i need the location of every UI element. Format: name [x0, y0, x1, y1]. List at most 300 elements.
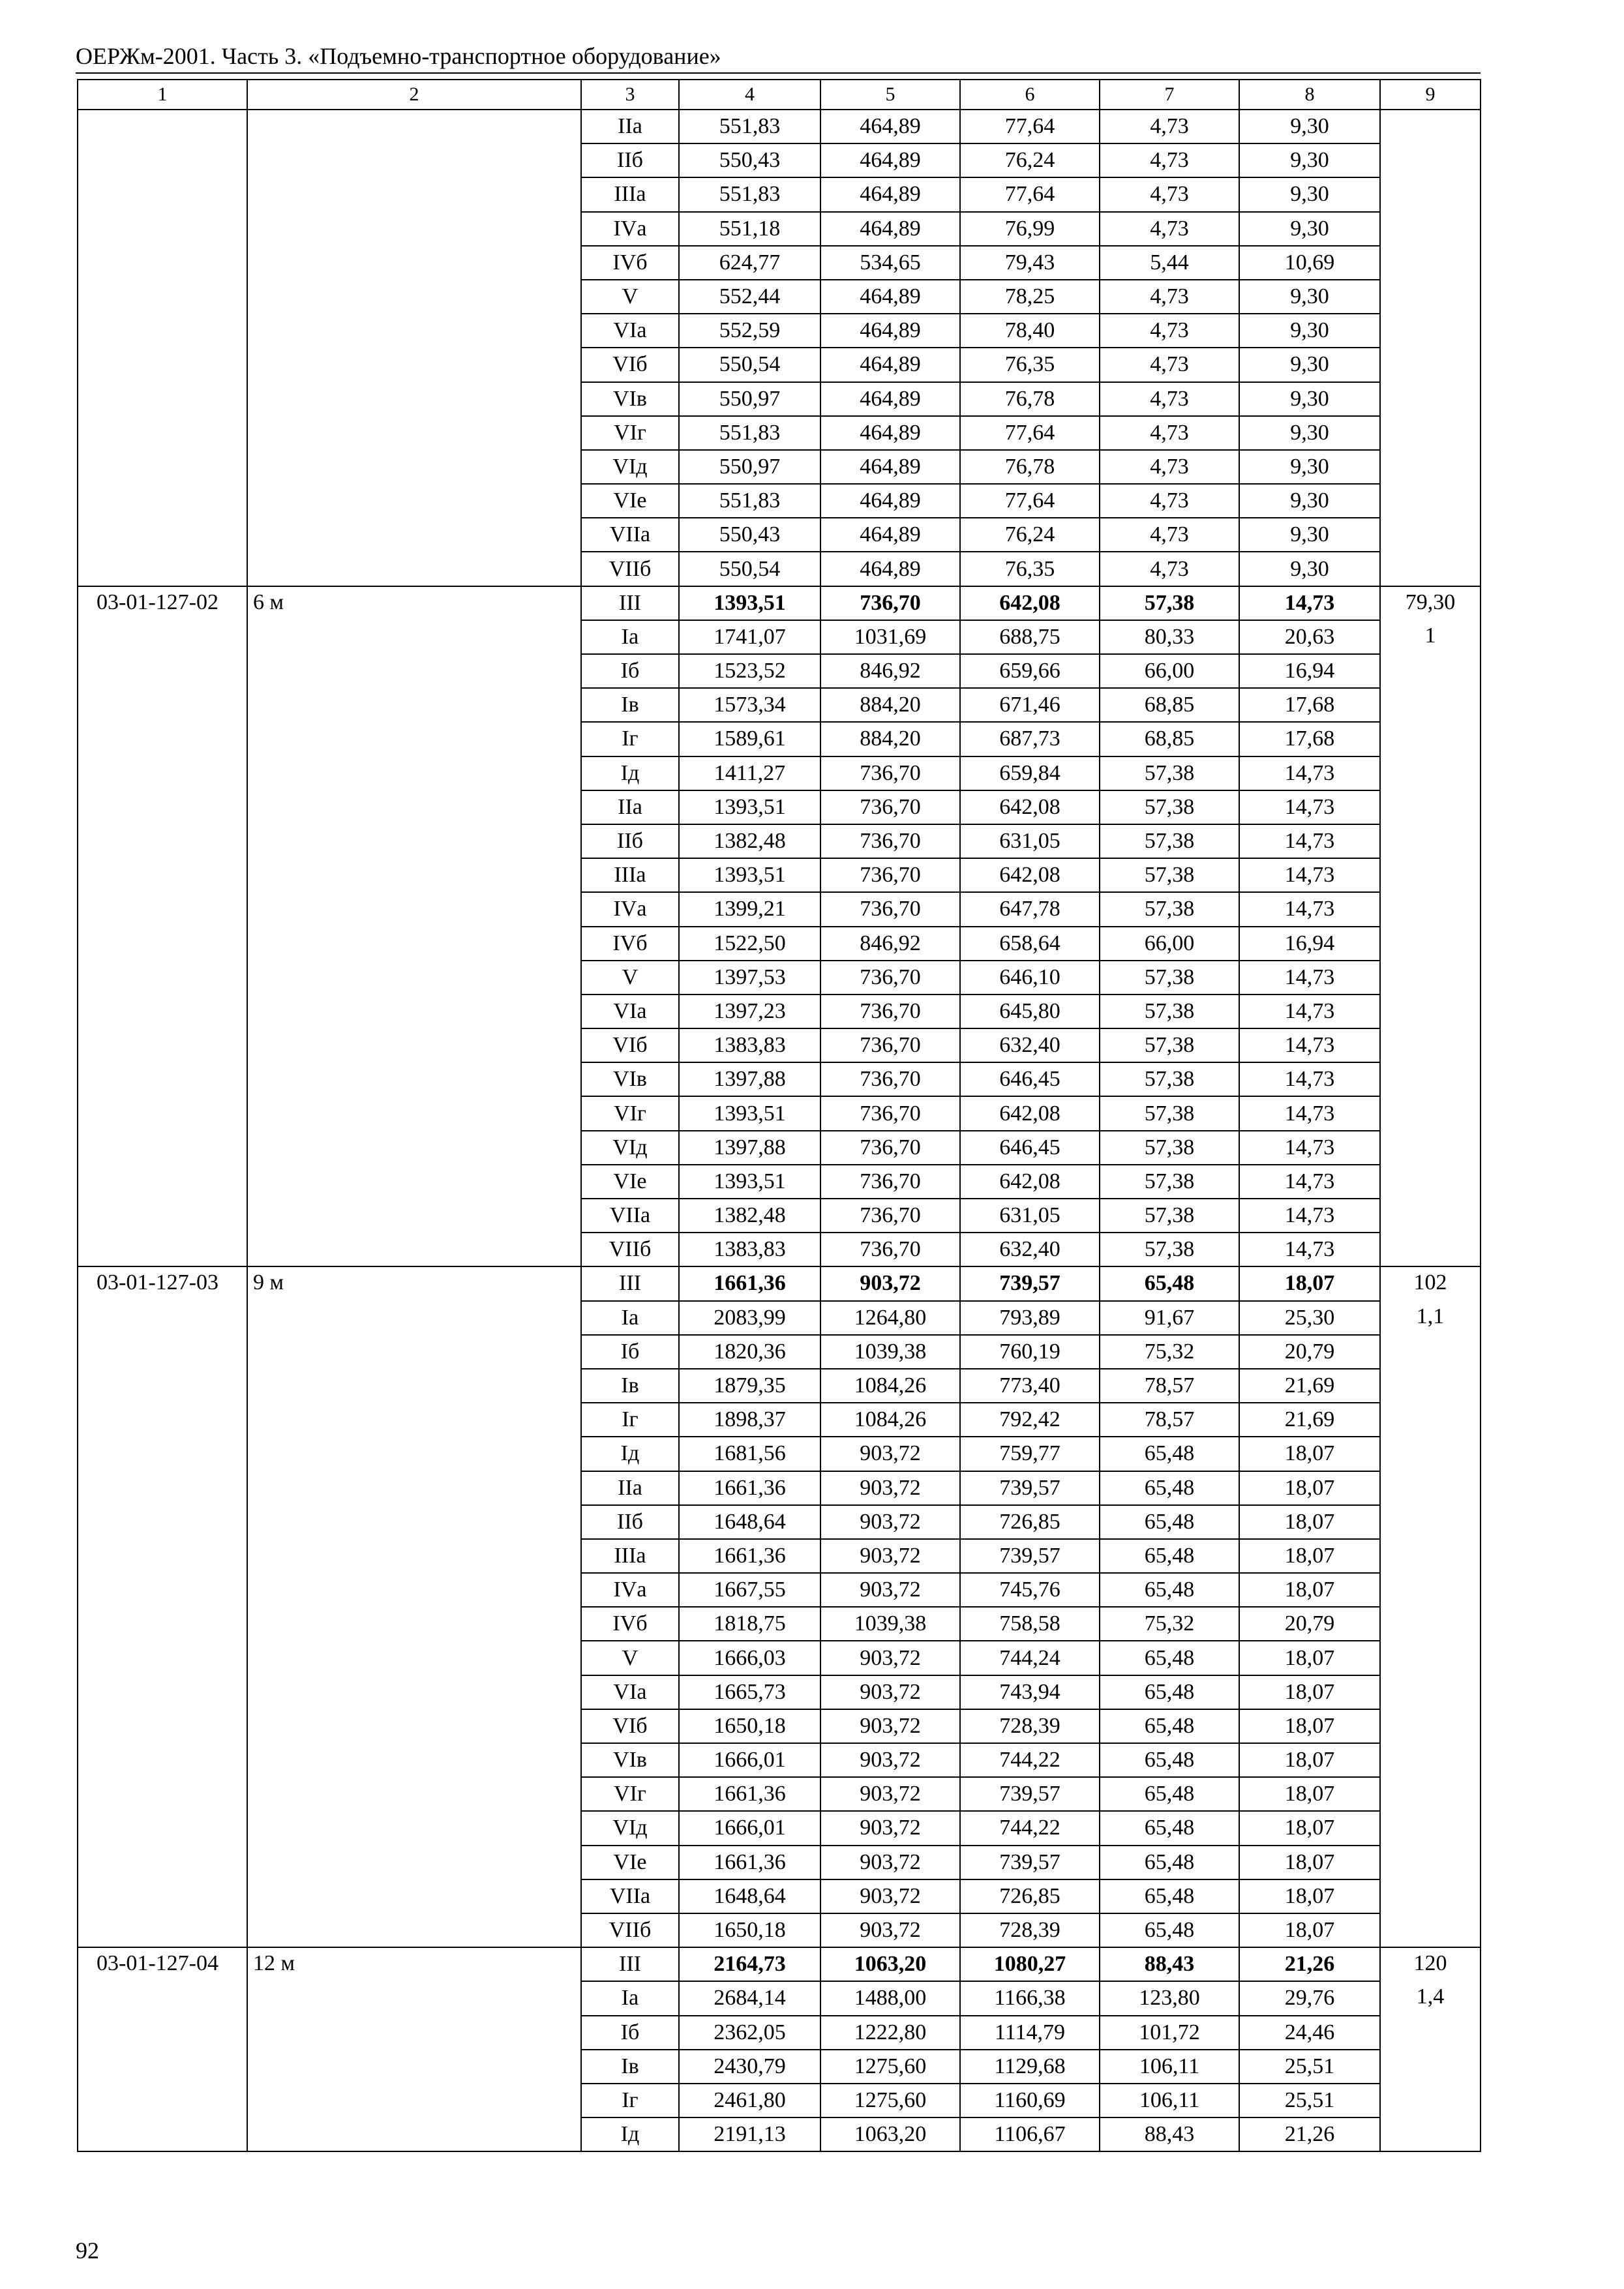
param-cell	[247, 450, 581, 484]
value-cell: 57,38	[1100, 961, 1239, 995]
value-cell: 57,38	[1100, 892, 1239, 926]
header-rule	[76, 72, 1481, 74]
code-cell	[78, 2084, 247, 2117]
param-cell	[247, 1403, 581, 1437]
code-cell: 03-01-127-04	[78, 1947, 247, 1981]
param-cell	[247, 143, 581, 177]
value-cell: 903,72	[820, 1266, 960, 1300]
option-cell: III	[581, 586, 679, 620]
column-number: 5	[820, 80, 960, 110]
value-cell: 1523,52	[679, 654, 820, 688]
code-cell	[78, 722, 247, 756]
value-cell: 20,79	[1239, 1607, 1380, 1641]
value-cell: 17,68	[1239, 722, 1380, 756]
table-row	[78, 1981, 1481, 2015]
table-row	[78, 518, 1481, 552]
value-cell: 464,89	[820, 348, 960, 382]
param-cell	[247, 2016, 581, 2050]
table-row	[78, 2016, 1481, 2050]
col9-cell	[1380, 382, 1481, 416]
value-cell: 1666,03	[679, 1641, 820, 1675]
value-cell: 65,48	[1100, 1266, 1239, 1300]
value-cell: 792,42	[960, 1403, 1100, 1437]
value-cell: 2684,14	[679, 1981, 820, 2015]
value-cell: 2083,99	[679, 1301, 820, 1335]
value-cell: 75,32	[1100, 1607, 1239, 1641]
value-cell: 551,83	[679, 110, 820, 143]
param-cell	[247, 1062, 581, 1096]
table-row	[78, 416, 1481, 450]
value-cell: 21,26	[1239, 2117, 1380, 2151]
option-cell: Iд	[581, 756, 679, 790]
col9-cell	[1380, 348, 1481, 382]
col9-cell	[1380, 1641, 1481, 1675]
value-cell: 903,72	[820, 1777, 960, 1811]
value-cell: 739,57	[960, 1777, 1100, 1811]
value-cell: 9,30	[1239, 348, 1380, 382]
col9-cell	[1380, 1028, 1481, 1062]
col9-cell	[1380, 892, 1481, 926]
value-cell: 1084,26	[820, 1369, 960, 1403]
option-cell: Iд	[581, 2117, 679, 2151]
option-cell: IIIа	[581, 177, 679, 211]
option-cell: IVа	[581, 1573, 679, 1607]
value-cell: 18,07	[1239, 1879, 1380, 1913]
param-cell	[247, 518, 581, 552]
param-cell	[247, 484, 581, 518]
value-cell: 1393,51	[679, 858, 820, 892]
code-cell	[78, 1879, 247, 1913]
value-cell: 1397,23	[679, 995, 820, 1028]
value-cell: 464,89	[820, 552, 960, 586]
table-row	[78, 995, 1481, 1028]
value-cell: 773,40	[960, 1369, 1100, 1403]
value-cell: 1039,38	[820, 1607, 960, 1641]
value-cell: 551,83	[679, 484, 820, 518]
value-cell: 65,48	[1100, 1437, 1239, 1471]
option-cell: Iв	[581, 688, 679, 722]
table-row	[78, 110, 1481, 143]
value-cell: 1393,51	[679, 790, 820, 824]
value-cell: 736,70	[820, 1233, 960, 1266]
value-cell: 736,70	[820, 1199, 960, 1233]
code-cell	[78, 1369, 247, 1403]
value-cell: 9,30	[1239, 177, 1380, 211]
value-cell: 903,72	[820, 1913, 960, 1947]
param-cell	[247, 416, 581, 450]
param-cell	[247, 1675, 581, 1709]
col9-cell	[1380, 1709, 1481, 1743]
value-cell: 550,43	[679, 143, 820, 177]
code-cell	[78, 756, 247, 790]
code-cell	[78, 824, 247, 858]
value-cell: 16,94	[1239, 654, 1380, 688]
value-cell: 57,38	[1100, 1199, 1239, 1233]
value-cell: 4,73	[1100, 177, 1239, 211]
value-cell: 1275,60	[820, 2084, 960, 2117]
option-cell: IIа	[581, 110, 679, 143]
value-cell: 552,59	[679, 314, 820, 348]
value-cell: 18,07	[1239, 1709, 1380, 1743]
value-cell: 736,70	[820, 1165, 960, 1199]
code-cell	[78, 1641, 247, 1675]
value-cell: 744,22	[960, 1811, 1100, 1845]
code-cell	[78, 1709, 247, 1743]
value-cell: 736,70	[820, 586, 960, 620]
table-row	[78, 688, 1481, 722]
column-number: 6	[960, 80, 1100, 110]
col9-cell	[1380, 314, 1481, 348]
param-cell	[247, 790, 581, 824]
value-cell: 551,83	[679, 416, 820, 450]
value-cell: 18,07	[1239, 1743, 1380, 1777]
value-cell: 1661,36	[679, 1777, 820, 1811]
col9-cell	[1380, 1403, 1481, 1437]
col9-cell	[1380, 1233, 1481, 1266]
value-cell: 688,75	[960, 620, 1100, 654]
value-cell: 18,07	[1239, 1777, 1380, 1811]
code-cell	[78, 177, 247, 211]
column-number: 9	[1380, 80, 1481, 110]
value-cell: 68,85	[1100, 688, 1239, 722]
code-cell	[78, 416, 247, 450]
option-cell: VIб	[581, 1709, 679, 1743]
value-cell: 18,07	[1239, 1539, 1380, 1573]
value-cell: 65,48	[1100, 1505, 1239, 1539]
table-row	[78, 1947, 1481, 1981]
value-cell: 646,10	[960, 961, 1100, 995]
value-cell: 903,72	[820, 1879, 960, 1913]
table-row	[78, 1607, 1481, 1641]
value-cell: 66,00	[1100, 654, 1239, 688]
value-cell: 1383,83	[679, 1028, 820, 1062]
value-cell: 18,07	[1239, 1811, 1380, 1845]
value-cell: 464,89	[820, 177, 960, 211]
value-cell: 1397,53	[679, 961, 820, 995]
param-cell	[247, 756, 581, 790]
col9-cell	[1380, 756, 1481, 790]
value-cell: 464,89	[820, 280, 960, 314]
param-cell	[247, 1607, 581, 1641]
value-cell: 736,70	[820, 1062, 960, 1096]
col9-cell	[1380, 1505, 1481, 1539]
option-cell: Iв	[581, 1369, 679, 1403]
param-cell	[247, 858, 581, 892]
option-cell: V	[581, 1641, 679, 1675]
value-cell: 1665,73	[679, 1675, 820, 1709]
value-cell: 9,30	[1239, 416, 1380, 450]
value-cell: 57,38	[1100, 790, 1239, 824]
value-cell: 65,48	[1100, 1471, 1239, 1505]
value-cell: 642,08	[960, 1096, 1100, 1130]
param-cell	[247, 1165, 581, 1199]
value-cell: 659,84	[960, 756, 1100, 790]
value-cell: 9,30	[1239, 552, 1380, 586]
code-cell	[78, 143, 247, 177]
code-cell	[78, 110, 247, 143]
value-cell: 736,70	[820, 1131, 960, 1165]
value-cell: 1382,48	[679, 1199, 820, 1233]
col9-cell	[1380, 246, 1481, 280]
value-cell: 18,07	[1239, 1846, 1380, 1879]
value-cell: 101,72	[1100, 2016, 1239, 2050]
value-cell: 106,11	[1100, 2050, 1239, 2084]
option-cell: Iг	[581, 1403, 679, 1437]
param-cell	[247, 1301, 581, 1335]
col9-cell	[1380, 110, 1481, 143]
table-row	[78, 654, 1481, 688]
option-cell: IIб	[581, 1505, 679, 1539]
option-cell: V	[581, 961, 679, 995]
value-cell: 77,64	[960, 110, 1100, 143]
value-cell: 642,08	[960, 1165, 1100, 1199]
option-cell: IIIа	[581, 858, 679, 892]
option-cell: Iа	[581, 1301, 679, 1335]
param-cell	[247, 1233, 581, 1266]
code-cell	[78, 382, 247, 416]
value-cell: 739,57	[960, 1266, 1100, 1300]
param-cell	[247, 1437, 581, 1471]
option-cell: VIг	[581, 1096, 679, 1130]
option-cell: IVб	[581, 1607, 679, 1641]
value-cell: 4,73	[1100, 280, 1239, 314]
col9-cell	[1380, 1165, 1481, 1199]
value-cell: 17,68	[1239, 688, 1380, 722]
code-cell	[78, 858, 247, 892]
option-cell: VIв	[581, 1062, 679, 1096]
value-cell: 739,57	[960, 1471, 1100, 1505]
value-cell: 1648,64	[679, 1879, 820, 1913]
option-cell: IIа	[581, 790, 679, 824]
col9-cell	[1380, 1879, 1481, 1913]
value-cell: 1399,21	[679, 892, 820, 926]
value-cell: 106,11	[1100, 2084, 1239, 2117]
value-cell: 4,73	[1100, 212, 1239, 246]
value-cell: 57,38	[1100, 1062, 1239, 1096]
value-cell: 4,73	[1100, 416, 1239, 450]
value-cell: 464,89	[820, 212, 960, 246]
col9-cell	[1380, 1573, 1481, 1607]
value-cell: 9,30	[1239, 382, 1380, 416]
param-cell	[247, 1505, 581, 1539]
param-cell	[247, 1131, 581, 1165]
value-cell: 21,69	[1239, 1369, 1380, 1403]
col9-cell	[1380, 722, 1481, 756]
value-cell: 464,89	[820, 110, 960, 143]
value-cell: 1681,56	[679, 1437, 820, 1471]
value-cell: 77,64	[960, 177, 1100, 211]
param-cell: 12 м	[247, 1947, 581, 1981]
table-body	[78, 80, 1481, 2151]
value-cell: 903,72	[820, 1573, 960, 1607]
value-cell: 77,64	[960, 484, 1100, 518]
value-cell: 884,20	[820, 722, 960, 756]
value-cell: 1080,27	[960, 1947, 1100, 1981]
value-cell: 728,39	[960, 1913, 1100, 1947]
value-cell: 25,30	[1239, 1301, 1380, 1335]
col9-cell	[1380, 2084, 1481, 2117]
col9-cell	[1380, 280, 1481, 314]
table-row	[78, 1471, 1481, 1505]
col9-cell	[1380, 961, 1481, 995]
value-cell: 793,89	[960, 1301, 1100, 1335]
code-cell	[78, 1131, 247, 1165]
col9-cell: 1	[1380, 620, 1481, 654]
table-row	[78, 143, 1481, 177]
col9-cell	[1380, 1913, 1481, 1947]
code-cell	[78, 212, 247, 246]
param-cell	[247, 2084, 581, 2117]
value-cell: 884,20	[820, 688, 960, 722]
col9-cell: 79,30	[1380, 586, 1481, 620]
value-cell: 1741,07	[679, 620, 820, 654]
value-cell: 1648,64	[679, 1505, 820, 1539]
value-cell: 14,73	[1239, 1165, 1380, 1199]
code-cell	[78, 450, 247, 484]
option-cell: VIе	[581, 1846, 679, 1879]
value-cell: 1650,18	[679, 1913, 820, 1947]
value-cell: 21,69	[1239, 1403, 1380, 1437]
param-cell	[247, 620, 581, 654]
value-cell: 736,70	[820, 858, 960, 892]
param-cell	[247, 1539, 581, 1573]
value-cell: 88,43	[1100, 2117, 1239, 2151]
code-cell: 03-01-127-02	[78, 586, 247, 620]
value-cell: 1589,61	[679, 722, 820, 756]
table-row	[78, 961, 1481, 995]
value-cell: 76,24	[960, 518, 1100, 552]
value-cell: 18,07	[1239, 1505, 1380, 1539]
value-cell: 76,78	[960, 450, 1100, 484]
code-cell	[78, 2050, 247, 2084]
code-cell	[78, 1199, 247, 1233]
option-cell: Iг	[581, 722, 679, 756]
col9-cell	[1380, 484, 1481, 518]
value-cell: 744,22	[960, 1743, 1100, 1777]
value-cell: 9,30	[1239, 280, 1380, 314]
value-cell: 1666,01	[679, 1811, 820, 1845]
col9-cell	[1380, 654, 1481, 688]
value-cell: 1661,36	[679, 1266, 820, 1300]
col9-cell	[1380, 1437, 1481, 1471]
table-row	[78, 858, 1481, 892]
option-cell: VIд	[581, 1131, 679, 1165]
col9-cell	[1380, 1607, 1481, 1641]
code-cell	[78, 1607, 247, 1641]
value-cell: 25,51	[1239, 2050, 1380, 2084]
param-cell	[247, 1879, 581, 1913]
col9-cell: 120	[1380, 1947, 1481, 1981]
col9-cell	[1380, 212, 1481, 246]
value-cell: 728,39	[960, 1709, 1100, 1743]
value-cell: 20,63	[1239, 620, 1380, 654]
value-cell: 9,30	[1239, 314, 1380, 348]
value-cell: 10,69	[1239, 246, 1380, 280]
value-cell: 14,73	[1239, 1233, 1380, 1266]
code-cell	[78, 246, 247, 280]
value-cell: 65,48	[1100, 1811, 1239, 1845]
table-row	[78, 2084, 1481, 2117]
value-cell: 14,73	[1239, 961, 1380, 995]
value-cell: 745,76	[960, 1573, 1100, 1607]
value-cell: 1039,38	[820, 1335, 960, 1369]
value-cell: 65,48	[1100, 1675, 1239, 1709]
page-number: 92	[76, 2237, 99, 2264]
param-cell	[247, 1369, 581, 1403]
value-cell: 642,08	[960, 858, 1100, 892]
col9-cell	[1380, 1335, 1481, 1369]
col9-cell	[1380, 927, 1481, 961]
code-cell	[78, 1573, 247, 1607]
value-cell: 65,48	[1100, 1913, 1239, 1947]
column-number: 1	[78, 80, 247, 110]
value-cell: 646,45	[960, 1131, 1100, 1165]
value-cell: 21,26	[1239, 1947, 1380, 1981]
table-row	[78, 790, 1481, 824]
value-cell: 1667,55	[679, 1573, 820, 1607]
option-cell: IIа	[581, 1471, 679, 1505]
col9-cell	[1380, 858, 1481, 892]
option-cell: Iг	[581, 2084, 679, 2117]
value-cell: 9,30	[1239, 450, 1380, 484]
table-row	[78, 586, 1481, 620]
value-cell: 1393,51	[679, 586, 820, 620]
param-cell: 9 м	[247, 1266, 581, 1300]
code-cell	[78, 1062, 247, 1096]
value-cell: 551,83	[679, 177, 820, 211]
value-cell: 4,73	[1100, 552, 1239, 586]
value-cell: 2430,79	[679, 2050, 820, 2084]
col9-cell	[1380, 1846, 1481, 1879]
table-row	[78, 1301, 1481, 1335]
col9-cell	[1380, 1369, 1481, 1403]
value-cell: 76,35	[960, 348, 1100, 382]
value-cell: 1393,51	[679, 1096, 820, 1130]
value-cell: 76,99	[960, 212, 1100, 246]
table-row	[78, 756, 1481, 790]
column-number: 4	[679, 80, 820, 110]
value-cell: 464,89	[820, 314, 960, 348]
value-cell: 57,38	[1100, 1233, 1239, 1266]
value-cell: 57,38	[1100, 1131, 1239, 1165]
value-cell: 658,64	[960, 927, 1100, 961]
table-row	[78, 348, 1481, 382]
code-cell	[78, 654, 247, 688]
col9-cell: 1,4	[1380, 1981, 1481, 2015]
table-row	[78, 620, 1481, 654]
table-row	[78, 382, 1481, 416]
table-row	[78, 1437, 1481, 1471]
option-cell: VIг	[581, 1777, 679, 1811]
table-row	[78, 2050, 1481, 2084]
value-cell: 550,97	[679, 382, 820, 416]
param-cell	[247, 1846, 581, 1879]
value-cell: 646,45	[960, 1062, 1100, 1096]
param-cell	[247, 1471, 581, 1505]
param-cell	[247, 1709, 581, 1743]
value-cell: 1661,36	[679, 1846, 820, 1879]
value-cell: 758,58	[960, 1607, 1100, 1641]
table-row	[78, 1131, 1481, 1165]
col9-cell	[1380, 518, 1481, 552]
table-row	[78, 1369, 1481, 1403]
value-cell: 18,07	[1239, 1913, 1380, 1947]
value-cell: 1106,67	[960, 2117, 1100, 2151]
code-cell	[78, 961, 247, 995]
param-cell	[247, 722, 581, 756]
table-row	[78, 246, 1481, 280]
value-cell: 9,30	[1239, 212, 1380, 246]
